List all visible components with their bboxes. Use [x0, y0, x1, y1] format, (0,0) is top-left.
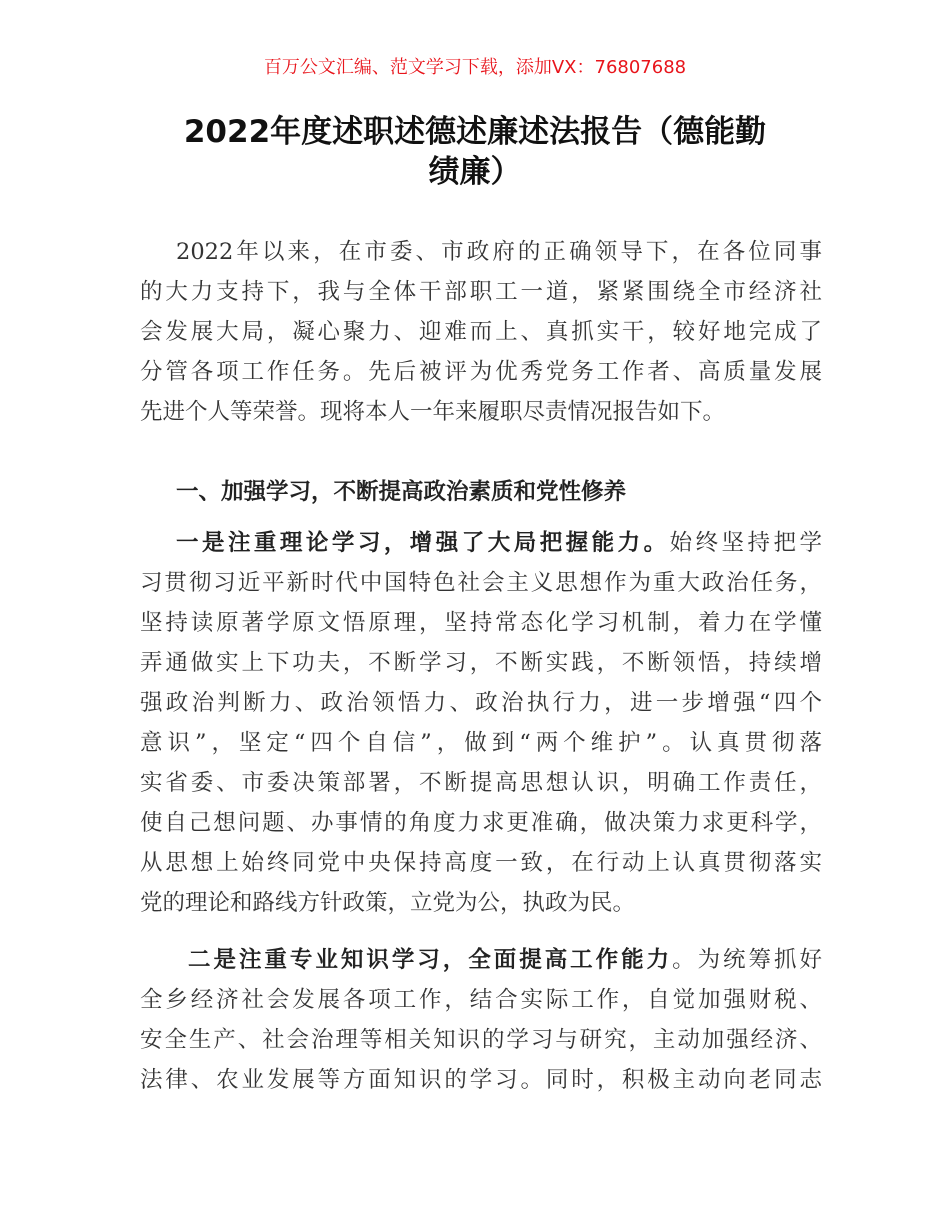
text-line: 法律、农业发展等方面知识的学习。同时，积极主动向老同志 — [140, 1067, 822, 1093]
bold-lead: 一是注重理论学习，增强了大局把握能力。 — [176, 530, 670, 556]
text-line: 实省委、市委决策部署，不断提高思想认识，明确工作责任， — [140, 770, 822, 796]
text-line — [140, 940, 822, 980]
text-line: 从思想上始终同党中央保持高度一致，在行动上认真贯彻落实 — [140, 850, 822, 876]
paragraph-professional-study — [140, 940, 822, 1100]
watermark-header: 百万公文汇编、范文学习下载，添加VX：76807688 — [263, 57, 687, 78]
bold-lead: 二是注重专业知识学习，全面提高工作能力 — [188, 947, 673, 973]
text-line: 坚持读原著学原文悟原理，坚持常态化学习机制，着力在学懂 — [140, 610, 822, 636]
text-span: 始终坚持把学 — [669, 530, 822, 556]
text-line: 使自己想问题、办事情的角度力求更准确，做决策力求更科学， — [140, 810, 822, 836]
document-title — [140, 112, 810, 192]
text-span: 。为统筹抓好 — [672, 947, 822, 973]
text-line: 党的理论和路线方针政策，立党为公，执政为民。 — [140, 890, 636, 916]
text-line: 分管各项工作任务。先后被评为优秀党务工作者、高质量发展 — [140, 359, 822, 385]
title-line: 绩廉） — [428, 154, 522, 190]
text-line: 2022年以来，在市委、市政府的正确领导下，在各位同事 — [176, 239, 822, 265]
title-line: 2022年度述职述德述廉述法报告（德能勤 — [183, 114, 767, 150]
text-line — [140, 523, 822, 563]
text-line: 强政治判断力、政治领悟力、政治执行力，进一步增强“四个 — [140, 690, 822, 716]
text-line: 先进个人等荣誉。现将本人一年来履职尽责情况报告如下。 — [140, 399, 726, 425]
text-line: 全乡经济社会发展各项工作，结合实际工作，自觉加强财税、 — [140, 987, 822, 1013]
section-heading: 一、加强学习，不断提高政治素质和党性修养 — [176, 479, 627, 505]
text-line: 弄通做实上下功夫，不断学习，不断实践，不断领悟，持续增 — [140, 650, 822, 676]
text-line: 安全生产、社会治理等相关知识的学习与研究，主动加强经济、 — [140, 1027, 822, 1053]
text-line: 习贯彻习近平新时代中国特色社会主义思想作为重大政治任务， — [140, 570, 822, 596]
text-line: 的大力支持下，我与全体干部职工一道，紧紧围绕全市经济社 — [140, 279, 822, 305]
paragraph-theory-study — [140, 523, 822, 923]
text-line: 会发展大局，凝心聚力、迎难而上、真抓实干，较好地完成了 — [140, 319, 822, 345]
intro-paragraph — [140, 232, 822, 432]
text-line: 意识”，坚定“四个自信”，做到“两个维护”。认真贯彻落 — [140, 730, 822, 756]
